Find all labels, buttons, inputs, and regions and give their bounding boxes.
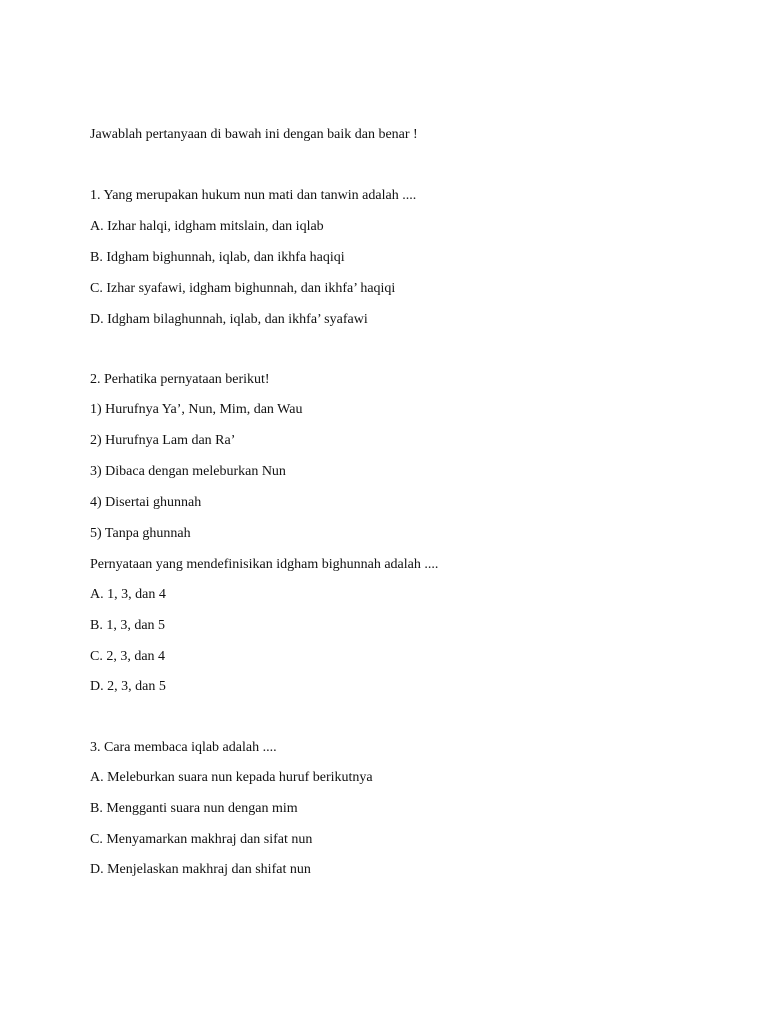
question-2-statement-3: 3) Dibaca dengan meleburkan Nun (90, 464, 286, 479)
question-1-option-d: D. Idgham bilaghunnah, iqlab, dan ikhfa’ syafawi (90, 312, 368, 327)
question-1-option-a: A. Izhar halqi, idgham mitslain, dan iqlab (90, 219, 324, 234)
question-3-option-a: A. Meleburkan suara nun kepada huruf berikutnya (90, 770, 373, 785)
question-1-option-b: B. Idgham bighunnah, iqlab, dan ikhfa haqiqi (90, 250, 345, 265)
question-3-option-d: D. Menjelaskan makhraj dan shifat nun (90, 862, 311, 877)
question-2-option-b: B. 1, 3, dan 5 (90, 618, 166, 633)
question-2-statement-4: 4) Disertai ghunnah (90, 495, 202, 510)
question-2-prompt: Pernyataan yang mendefinisikan idgham bighunnah adalah .... (90, 557, 439, 572)
question-2-option-a: A. 1, 3, dan 4 (90, 587, 166, 602)
question-2-stem: 2. Perhatika pernyataan berikut! (90, 372, 270, 387)
question-2-statement-1: 1) Hurufnya Ya’, Nun, Mim, dan Wau (90, 402, 303, 417)
question-2-statement-5: 5) Tanpa ghunnah (90, 526, 191, 541)
question-1-option-c: C. Izhar syafawi, idgham bighunnah, dan ikhfa’ haqiqi (90, 281, 396, 296)
question-2-option-d: D. 2, 3, dan 5 (90, 679, 166, 694)
instruction-text: Jawablah pertanyaan di bawah ini dengan baik dan benar ! (90, 127, 418, 142)
question-2-option-c: C. 2, 3, dan 4 (90, 649, 166, 664)
question-3-option-c: C. Menyamarkan makhraj dan sifat nun (90, 832, 313, 847)
question-2-statement-2: 2) Hurufnya Lam dan Ra’ (90, 433, 236, 448)
question-3-stem: 3. Cara membaca iqlab adalah .... (90, 740, 277, 755)
question-1-stem: 1. Yang merupakan hukum nun mati dan tanwin adalah .... (90, 188, 417, 203)
question-3-option-b: B. Mengganti suara nun dengan mim (90, 801, 298, 816)
